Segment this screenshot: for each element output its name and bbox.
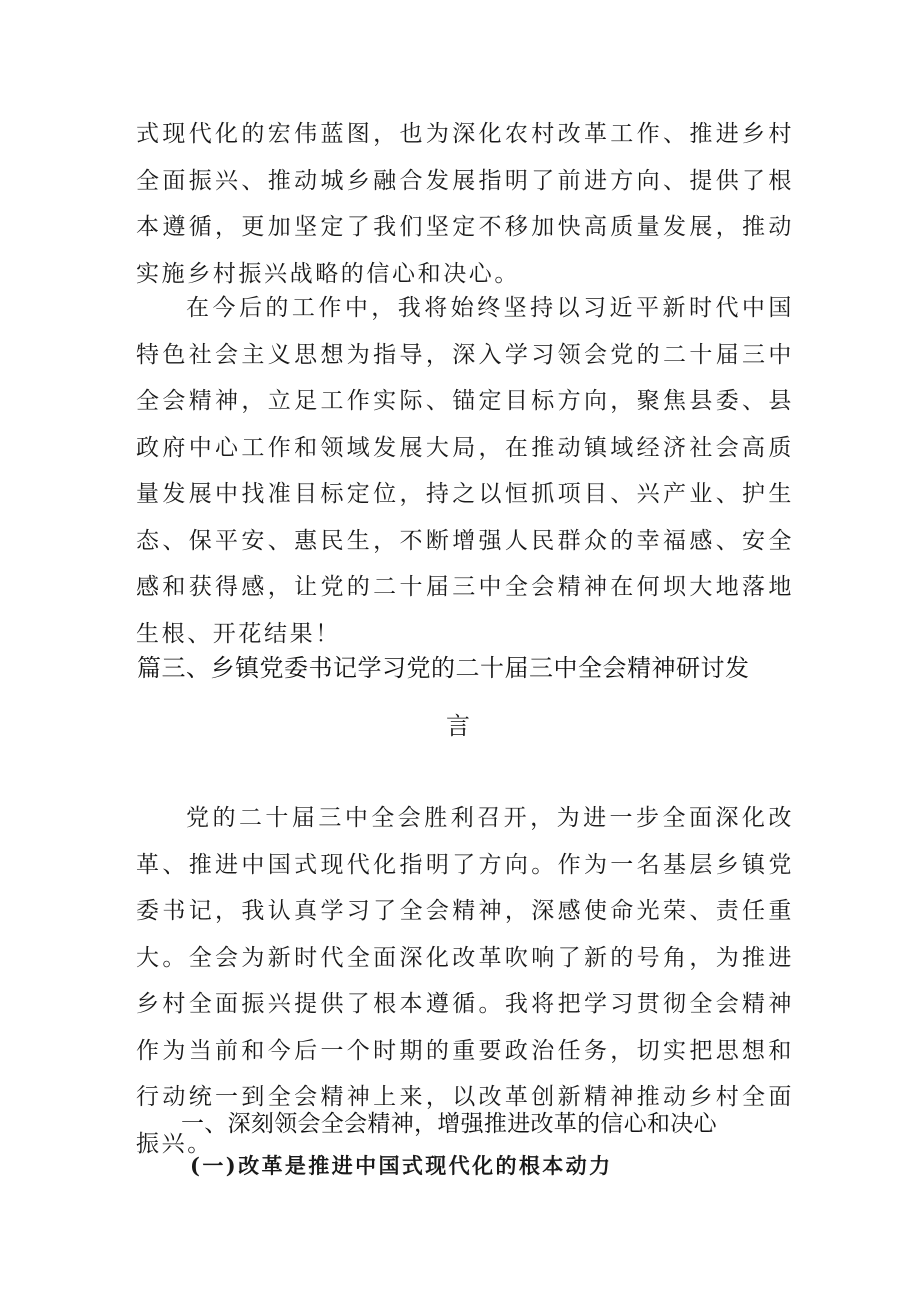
- article-title-line-2: 言: [446, 712, 471, 740]
- paragraph-continued: 式现代化的宏伟蓝图，也为深化农村改革工作、推进乡村全面振兴、推动城乡融合发展指明了前进方向、提供了根本遵循，更加坚定了我们坚定不移加快高质量发展，推动实施乡村振兴战略的信心和决心。: [136, 121, 794, 287]
- paragraph-future-work: 在今后的工作中，我将始终坚持以习近平新时代中国特色社会主义思想为指导，深入学习领会党的二十届三中全会精神，立足工作实际、锚定目标方向，聚焦县委、县政府中心工作和领域发展大局，在推动镇域经济社会高质量发展中找准目标定位，持之以恒抓项目、兴产业、护生态、保平安、惠民生，不断增强人民群众的幸福感、安全感和获得感，让党的二十届三中全会精神在何坝大地落地生根、开花结果！: [136, 295, 794, 647]
- article-title-line-1: 篇三、乡镇党委书记学习党的二十届三中全会精神研讨发: [137, 654, 750, 682]
- section-heading: 一、深刻领会全会精神，增强推进改革的信心和决心: [181, 1111, 717, 1137]
- subsection-heading: (一)改革是推进中国式现代化的根本动力: [190, 1153, 613, 1178]
- paragraph-intro: 党的二十届三中全会胜利召开，为进一步全面深化改革、推进中国式现代化指明了方向。作为一名基层乡镇党委书记，我认真学习了全会精神，深感使命光荣、责任重大。全会为新时代全面深化改革吹响了新的号角，为推进乡村全面振兴提供了根本遵循。我将把学习贯彻全会精神作为当前和今后一个时期的重要政治任务，切实把思想和行动统一到全会精神上来，以改革创新精神推动乡村全面振兴。: [136, 805, 794, 1157]
